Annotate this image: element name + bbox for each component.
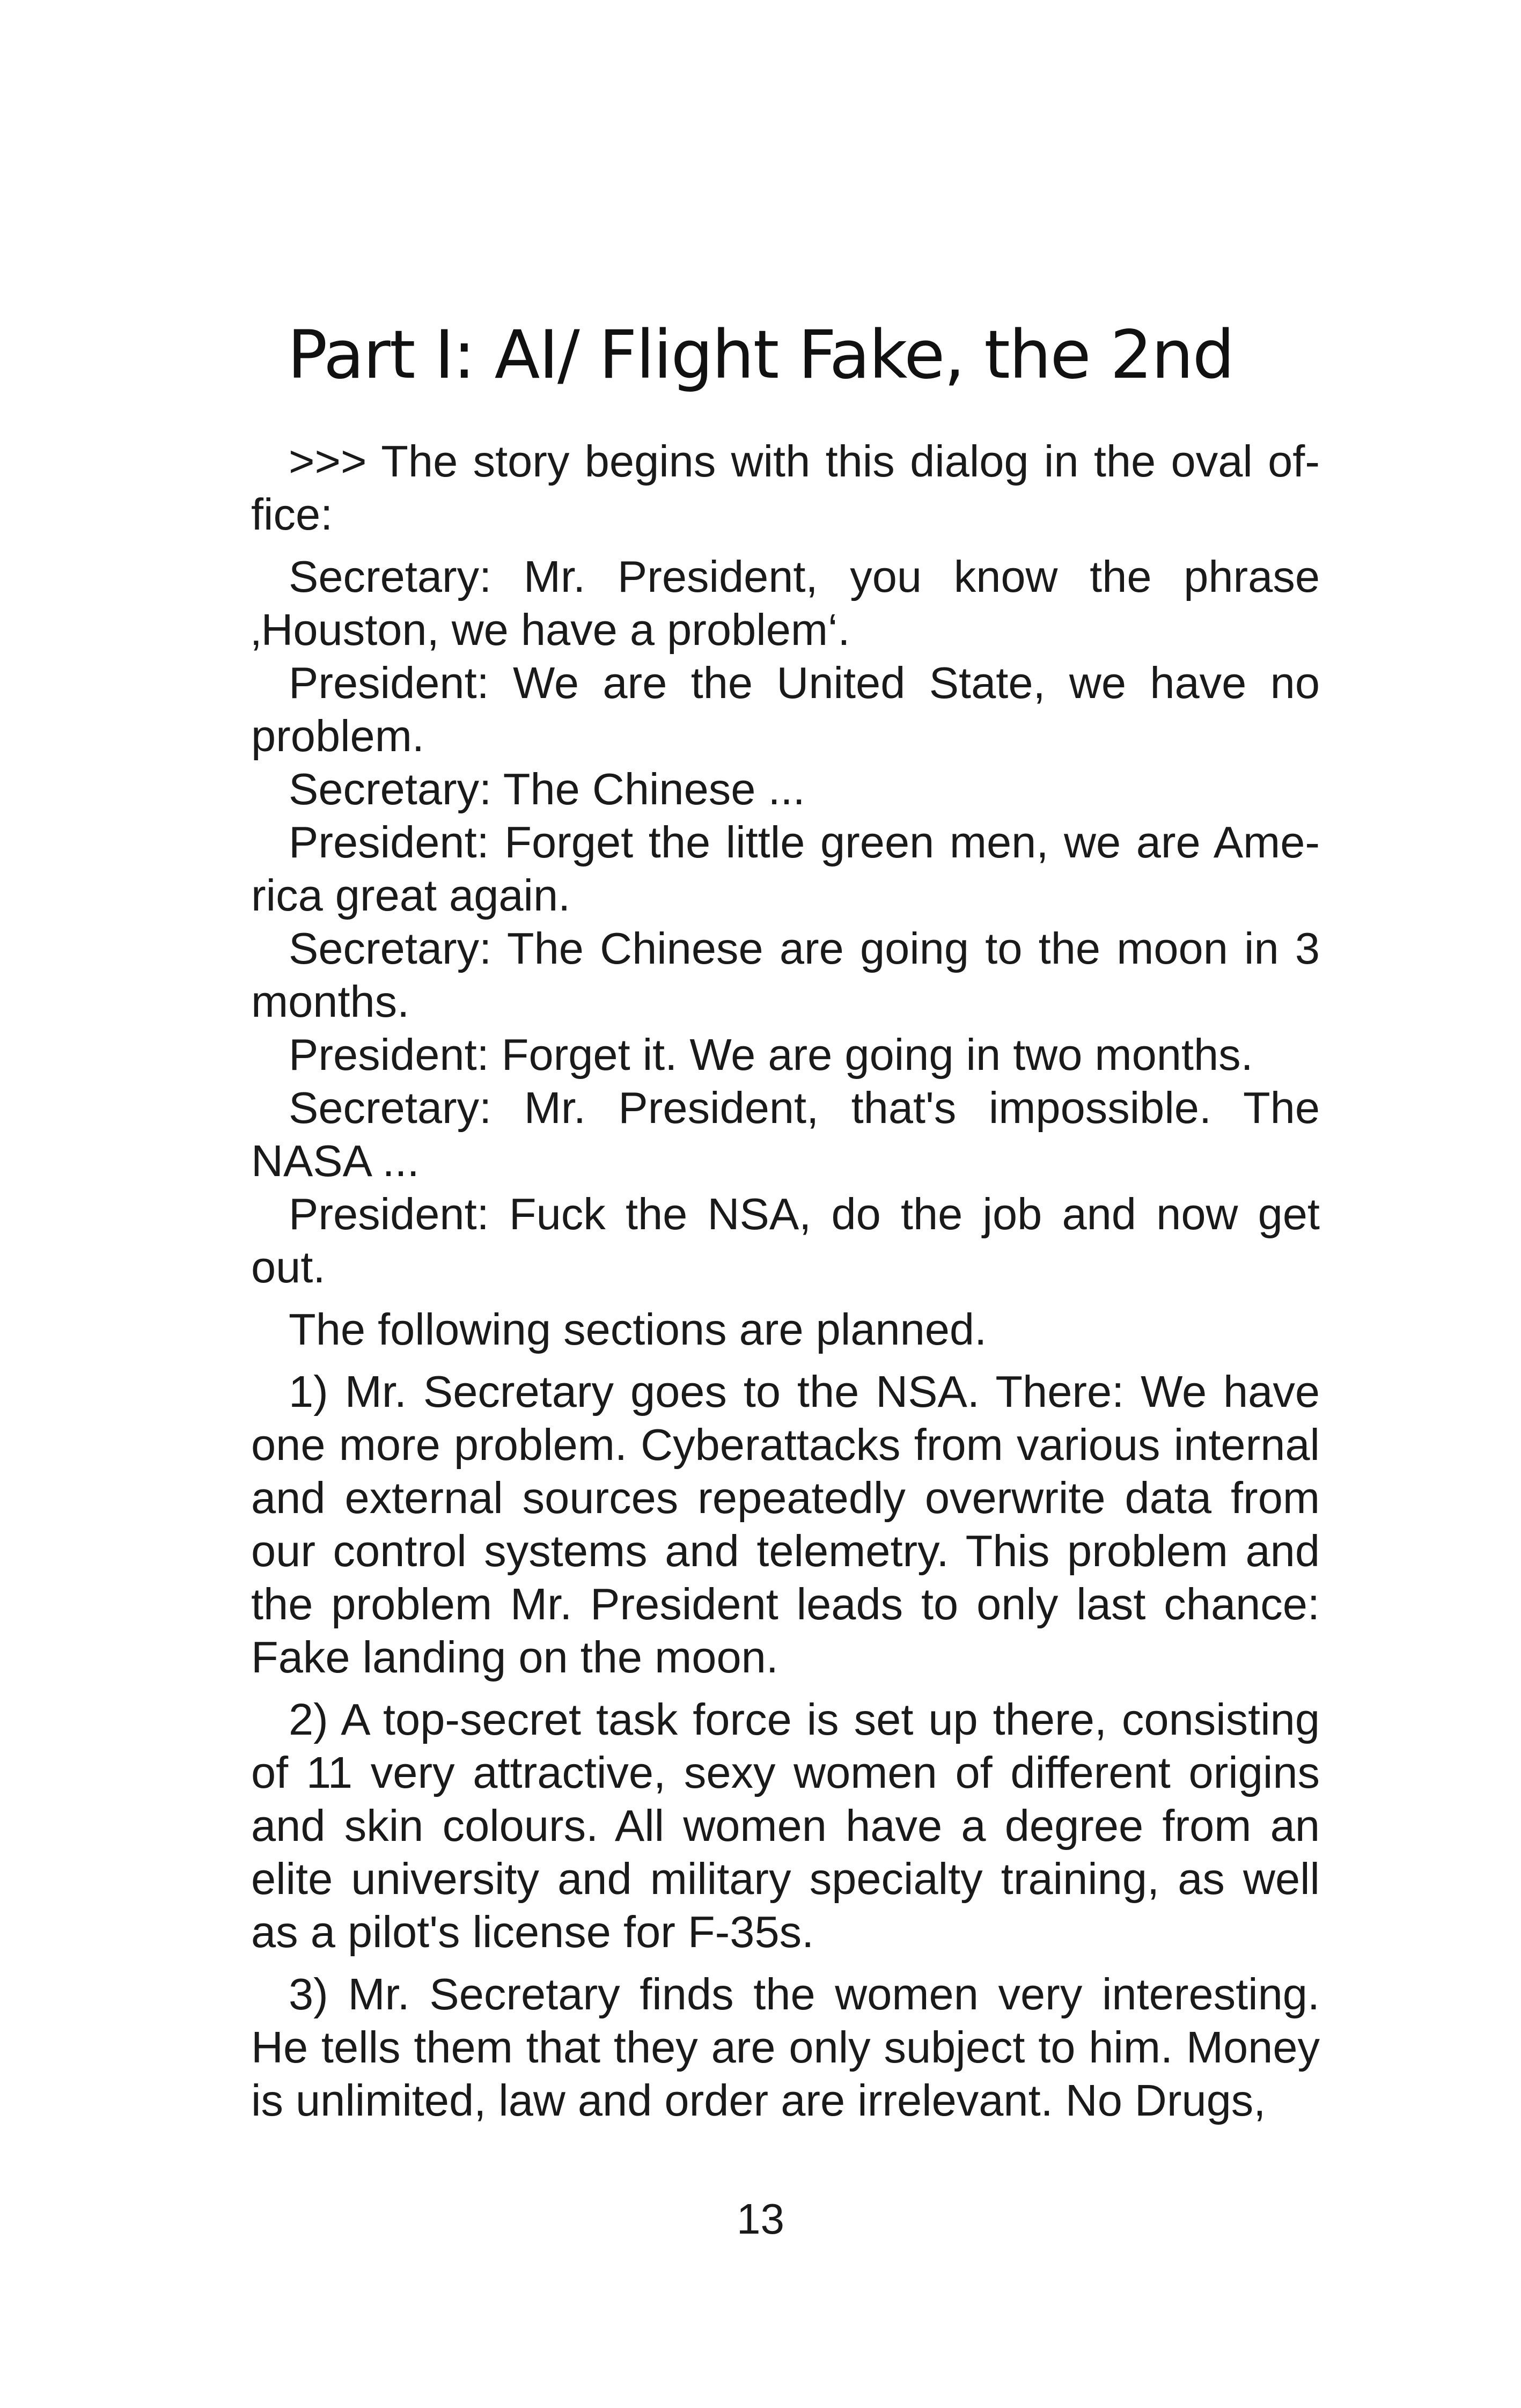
body-text (251, 435, 1320, 2127)
paragraph-dialog: President: Forget the little green men, we are America great again. (251, 817, 1320, 920)
paragraph-dialog: Secretary: Mr. President, you know the phrase ‚Houston, we have a problem‘. (251, 552, 1320, 655)
paragraph-section-3: 3) Mr. Secretary finds the women very interesting. He tells them that they are only subject to him. Money is unlimited, law and order are irrelevant. No Drugs, (251, 1969, 1320, 2125)
page-number: 13 (737, 2195, 784, 2243)
paragraph-intro: >>> The story begins with this dialog in the oval office: (251, 436, 1320, 539)
paragraph-dialog: Secretary: The Chinese are going to the moon in 3 months. (251, 923, 1320, 1026)
paragraph-dialog: Secretary: Mr. President, that's impossible. The NASA ... (251, 1083, 1320, 1186)
paragraph-sections-intro: The following sections are planned. (289, 1304, 987, 1354)
paragraph-section-1: 1) Mr. Secretary goes to the NSA. There: We have one more problem. Cyberattacks from various internal and external sources repeatedly overwrite data from our control systems and telemetry. This problem and the problem Mr. President leads to only last chance: Fake landing on the moon. (251, 1367, 1320, 1682)
paragraph-dialog: President: We are the United State, we have no problem. (251, 658, 1320, 761)
paragraph-dialog: Secretary: The Chinese ... (289, 764, 805, 814)
paragraph-dialog: President: Fuck the NSA, do the job and now get out. (251, 1189, 1320, 1292)
chapter-title: Part I: AI/ Flight Fake, the 2nd (287, 317, 1234, 394)
paragraph-section-2: 2) A top-secret task force is set up there, consisting of 11 very attractive, sexy women of different origins and skin colours. All women have a degree from an elite university and military specialty training, as well as a pilot's license for F-35s. (251, 1694, 1320, 1957)
paragraph-dialog: President: Forget it. We are going in two months. (289, 1030, 1253, 1080)
